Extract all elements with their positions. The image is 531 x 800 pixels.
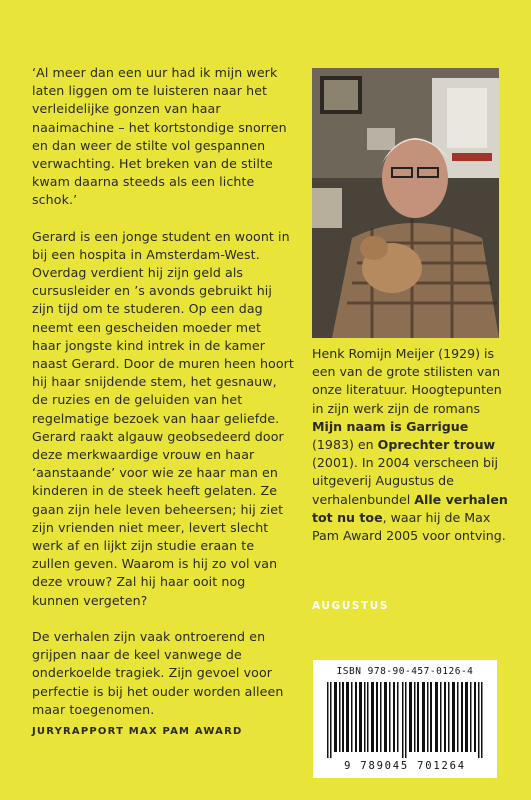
publisher-name: AUGUSTUS	[312, 600, 390, 612]
opening-quote: ‘Al meer dan een uur had ik mijn werk laten liggen om te luisteren naar het verleidelijke gonzen van haar naaimachine – het kortstondige snorren en dan weer de stilte vol gespannen verwachting. Het breken van de stilte kwam daarna steeds als een lichte schok.’	[32, 65, 287, 208]
author-photo	[312, 68, 499, 338]
ean-number: 9 789045 701264	[344, 760, 466, 772]
review-source: JURYRAPPORT MAX PAM AWARD	[32, 725, 243, 737]
book-title-3: Alle verhalen tot nu toe	[312, 491, 508, 525]
author-bio	[312, 345, 512, 545]
book-title-1: Mijn naam is Garrigue	[312, 418, 469, 434]
bio-text-4: , waar hij de Max Pam Award 2005 voor ontving.	[312, 509, 506, 544]
isbn-number: ISBN 978-90-457-0126-4	[336, 666, 474, 677]
bio-text-2: (1983) en	[312, 437, 378, 453]
back-cover-text	[32, 64, 294, 741]
book-title-2: Oprechter trouw	[377, 437, 496, 453]
review-quote: De verhalen zijn vaak ontroerend en grijpen naar de keel vanwege de onderkoelde tragiek. Zijn gevoel voor perfectie is bij het ouder worden alleen maar toegenomen.	[32, 628, 284, 717]
barcode-bars	[327, 682, 483, 758]
synopsis: Gerard is een jonge student en woont in bij een hospita in Amsterdam-West. Overdag verdient hij zijn geld als cursusleider en ’s avonds gebruikt hij zijn tijd om te studeren. Op een dag neemt een gescheiden moeder met haar jongste kind intrek in de kamer naast Gerard. Door de muren heen hoort hij haar snijdende stem, het gesnauw, de ruzies en de geluiden van het regelmatige bezoek van haar geliefde. Gerard raakt algauw geobsedeerd door deze merkwaardige vrouw en haar ‘aanstaande’ voor wie ze haar man en kinderen in de steek heeft gelaten. Ze gaan zijn hele leven beheersen; hij ziet zijn vrienden niet meer, levert slecht werk af en lijkt zijn studie eraan te zullen geven. Waarom is hij zo vol van deze vrouw? Zal hij haar ooit nog kunnen vergeten?	[32, 228, 294, 608]
bio-text-3: (2001). In 2004 verscheen bij uitgeverij Augustus de verhalenbundel	[312, 455, 498, 507]
barcode	[313, 660, 497, 778]
bio-text-1: Henk Romijn Meijer (1929) is een van de grote stilisten van onze literatuur. Hoogtepunten in zijn werk zijn de romans	[312, 346, 502, 416]
